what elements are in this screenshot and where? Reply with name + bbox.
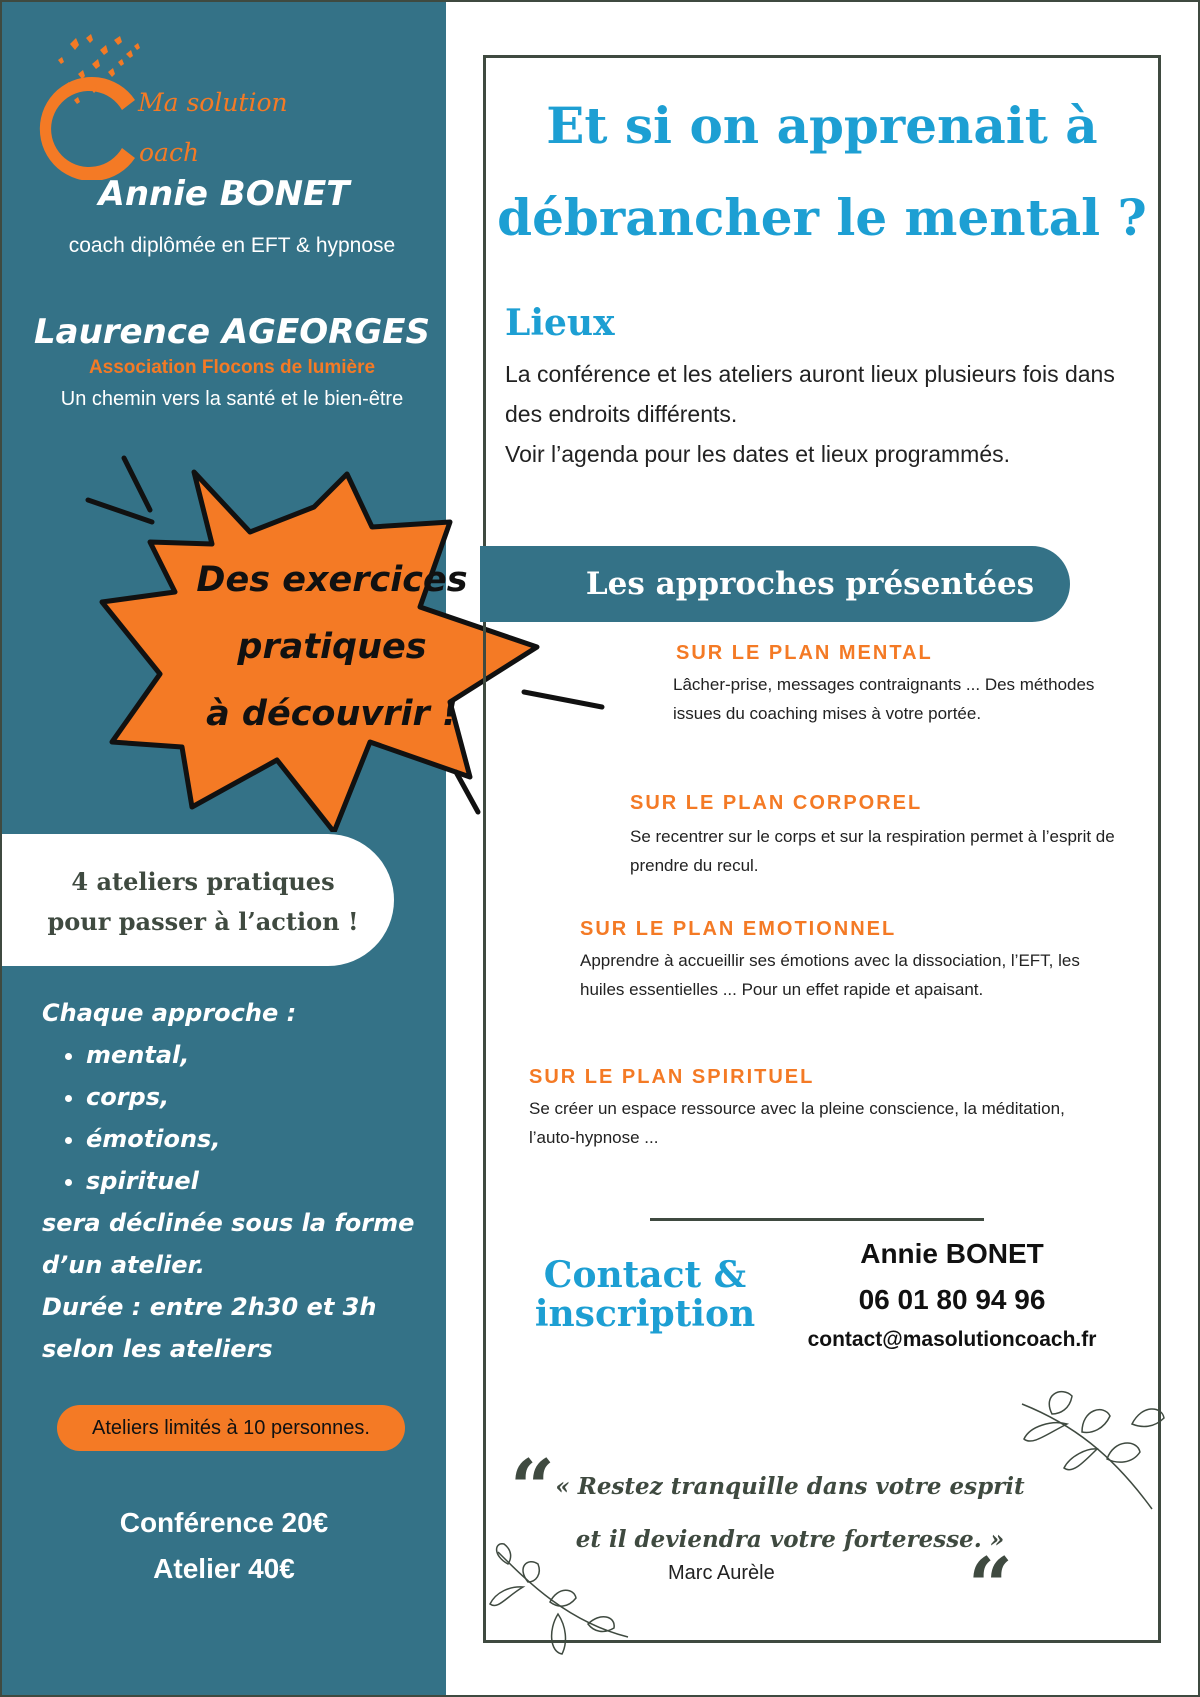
logo-line1: Ma solution xyxy=(138,88,288,117)
coach1-name: Annie BONET xyxy=(98,174,350,214)
lieux-paragraph: La conférence et les ateliers auront lieux plusieurs fois dans des endroits différents. xyxy=(505,361,1115,427)
list-item: • spirituel xyxy=(86,1160,442,1202)
list-item: • corps, xyxy=(86,1076,442,1118)
ateliers-pill-text xyxy=(20,862,386,942)
price-atelier: Atelier 40€ xyxy=(153,1553,295,1584)
quote-text: « Restez tranquille dans votre esprit et il deviendra votre forteresse. » xyxy=(555,1473,1025,1553)
page-title xyxy=(492,80,1152,264)
approaches-banner-text: Les approches présentées xyxy=(585,566,1035,602)
burst-line: pratiques xyxy=(237,627,427,667)
section-desc-emotionnel: Apprendre à accueillir ses émotions avec la dissociation, l’EFT, les huiles essentielles ... Pour un effet rapide et apaisant. xyxy=(580,951,1080,999)
approach-block xyxy=(42,992,442,1370)
divider xyxy=(650,1218,984,1221)
section-desc-mental: Lâcher-prise, messages contraignants ... Des méthodes issues du coaching mises à votre portée. xyxy=(673,675,1095,723)
approach-intro: Chaque approche : xyxy=(42,999,297,1027)
title-line: Et si on apprenait à xyxy=(546,96,1098,155)
approach-outro: sera déclinée sous la forme d’un atelier. xyxy=(42,1209,415,1279)
limit-badge: Ateliers limités à 10 personnes. xyxy=(57,1405,405,1451)
prices xyxy=(2,1500,446,1592)
contact-name: Annie BONET xyxy=(860,1238,1044,1269)
coach1-title: coach diplômée en EFT & hypnose xyxy=(68,234,396,257)
lieux-text xyxy=(505,354,1145,474)
approach-list xyxy=(42,1034,442,1202)
ateliers-line: pour passer à l’action ! xyxy=(47,907,359,936)
lieux-paragraph: Voir l’agenda pour les dates et lieux programmés. xyxy=(505,441,1011,467)
quote-author: Marc Aurèle xyxy=(668,1562,775,1584)
association-name: Association Flocons de lumière xyxy=(88,357,376,378)
coach2-name: Laurence AGEORGES xyxy=(33,312,431,352)
contact-phone: 06 01 80 94 96 xyxy=(858,1284,1046,1315)
logo-line2: oach xyxy=(139,138,200,167)
contact-title: Contact & inscription xyxy=(534,1254,756,1335)
section-title-corporel: SUR LE PLAN CORPOREL xyxy=(630,792,923,814)
section-desc-spirituel: Se créer un espace ressource avec la pleine conscience, la méditation, l’auto-hypnose ... xyxy=(529,1099,1065,1147)
price-conference: Conférence 20€ xyxy=(119,1507,329,1538)
section-title-mental: SUR LE PLAN MENTAL xyxy=(676,642,933,664)
section-title-emotionnel: SUR LE PLAN EMOTIONNEL xyxy=(580,918,897,940)
quote-close-mark: “ xyxy=(968,1541,1013,1632)
coach2-tagline: Un chemin vers la santé et le bien-être xyxy=(60,388,404,410)
lieux-heading: Lieux xyxy=(505,302,615,344)
title-line: débrancher le mental ? xyxy=(497,188,1147,247)
approach-duration: Durée : entre 2h30 et 3h selon les ateliers xyxy=(42,1293,377,1363)
contact-email: contact@masolutioncoach.fr xyxy=(807,1328,1097,1351)
burst-text xyxy=(182,547,482,748)
section-desc-corporel: Se recentrer sur le corps et sur la respiration permet à l’esprit de prendre du recul. xyxy=(630,827,1115,875)
burst-line: à découvrir ! xyxy=(206,694,458,734)
section-title-spirituel: SUR LE PLAN SPIRITUEL xyxy=(529,1066,815,1088)
list-item: • mental, xyxy=(86,1034,442,1076)
leaf-branch-icon xyxy=(1012,1384,1172,1514)
list-item: • émotions, xyxy=(86,1118,442,1160)
burst-line: Des exercices xyxy=(196,560,468,600)
quote-open-mark: “ xyxy=(510,1443,555,1534)
ateliers-line: 4 ateliers pratiques xyxy=(71,867,335,896)
